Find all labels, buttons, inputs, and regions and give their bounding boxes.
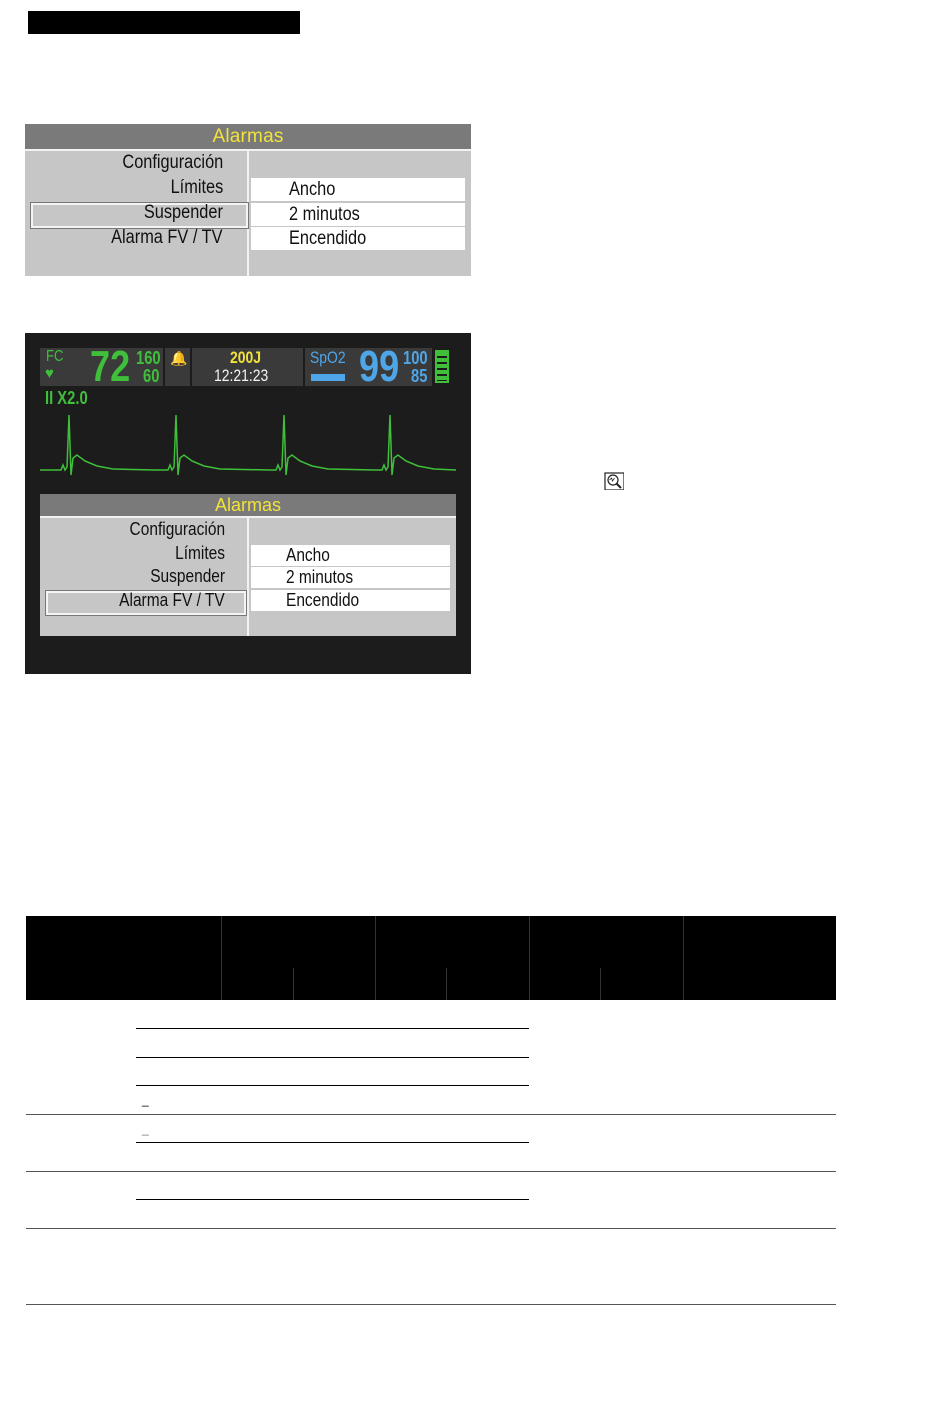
hr-value: 72 bbox=[90, 342, 131, 391]
spo2-block bbox=[305, 342, 432, 391]
table-row-divider bbox=[26, 1304, 836, 1305]
table-row-divider bbox=[26, 1114, 836, 1115]
hr-block bbox=[40, 342, 163, 391]
table-rule bbox=[136, 1057, 529, 1058]
spo2-limit-high: 100 bbox=[403, 348, 428, 368]
ecg-lead-label: II X2.0 bbox=[45, 388, 88, 408]
battery-icon bbox=[435, 350, 449, 383]
spo2-label: SpO2 bbox=[310, 348, 346, 367]
menu-item-configuracion[interactable]: Configuración bbox=[122, 152, 223, 173]
redaction-bar bbox=[28, 11, 300, 34]
screen-menu-item-alarma-fv-tv[interactable]: Alarma FV / TV bbox=[119, 590, 225, 610]
value-field-suspender[interactable]: 2 minutos bbox=[251, 203, 465, 226]
energy-value: 200J bbox=[230, 348, 262, 367]
menu-item-alarma-fv-tv[interactable]: Alarma FV / TV bbox=[111, 227, 223, 248]
screen-menu-item-limites[interactable]: Límites bbox=[175, 543, 225, 563]
screen-menu-item-configuracion[interactable]: Configuración bbox=[129, 519, 225, 539]
spo2-value: 99 bbox=[359, 342, 400, 391]
table-rule bbox=[136, 1085, 529, 1086]
screen-menu-item-suspender[interactable]: Suspender bbox=[150, 566, 225, 586]
heart-icon: ♥ bbox=[45, 365, 54, 382]
ecg-waveform bbox=[25, 403, 471, 483]
table-row-divider bbox=[26, 1228, 836, 1229]
alarm-bell-block bbox=[165, 348, 190, 386]
table-rule bbox=[136, 1028, 529, 1029]
alarm-menu-panel bbox=[25, 124, 471, 276]
pleth-bar bbox=[311, 374, 345, 381]
screen-value-limites[interactable]: Ancho bbox=[251, 545, 450, 566]
table-row-divider bbox=[26, 1171, 836, 1172]
energy-time-block bbox=[192, 348, 303, 386]
dash-mark: _ bbox=[142, 1093, 149, 1107]
menu-title: Alarmas bbox=[25, 124, 471, 149]
dash-mark: _ bbox=[142, 1122, 149, 1136]
value-field-limites[interactable]: Ancho bbox=[251, 178, 465, 201]
spo2-limit-low: 85 bbox=[411, 366, 428, 386]
screen-menu-title: Alarmas bbox=[40, 494, 456, 516]
magnifier-icon bbox=[604, 472, 624, 490]
screen-alarm-menu bbox=[40, 494, 456, 636]
hr-label: FC bbox=[46, 348, 64, 365]
menu-item-suspender[interactable]: Suspender bbox=[143, 202, 223, 223]
table-rule bbox=[136, 1199, 529, 1200]
screen-value-suspender[interactable]: 2 minutos bbox=[251, 567, 450, 588]
bell-icon: 🔔 bbox=[170, 350, 188, 366]
table-header bbox=[26, 916, 836, 1000]
table-rule bbox=[136, 1142, 529, 1143]
value-field-alarma-fv-tv[interactable]: Encendido bbox=[251, 227, 465, 250]
hr-limit-high: 160 bbox=[136, 348, 161, 368]
hr-limit-low: 60 bbox=[143, 366, 160, 386]
clock-time: 12:21:23 bbox=[214, 366, 269, 385]
menu-item-limites[interactable]: Límites bbox=[170, 177, 223, 198]
screen-value-alarma-fv-tv[interactable]: Encendido bbox=[251, 590, 450, 611]
monitor-screen bbox=[25, 333, 471, 674]
